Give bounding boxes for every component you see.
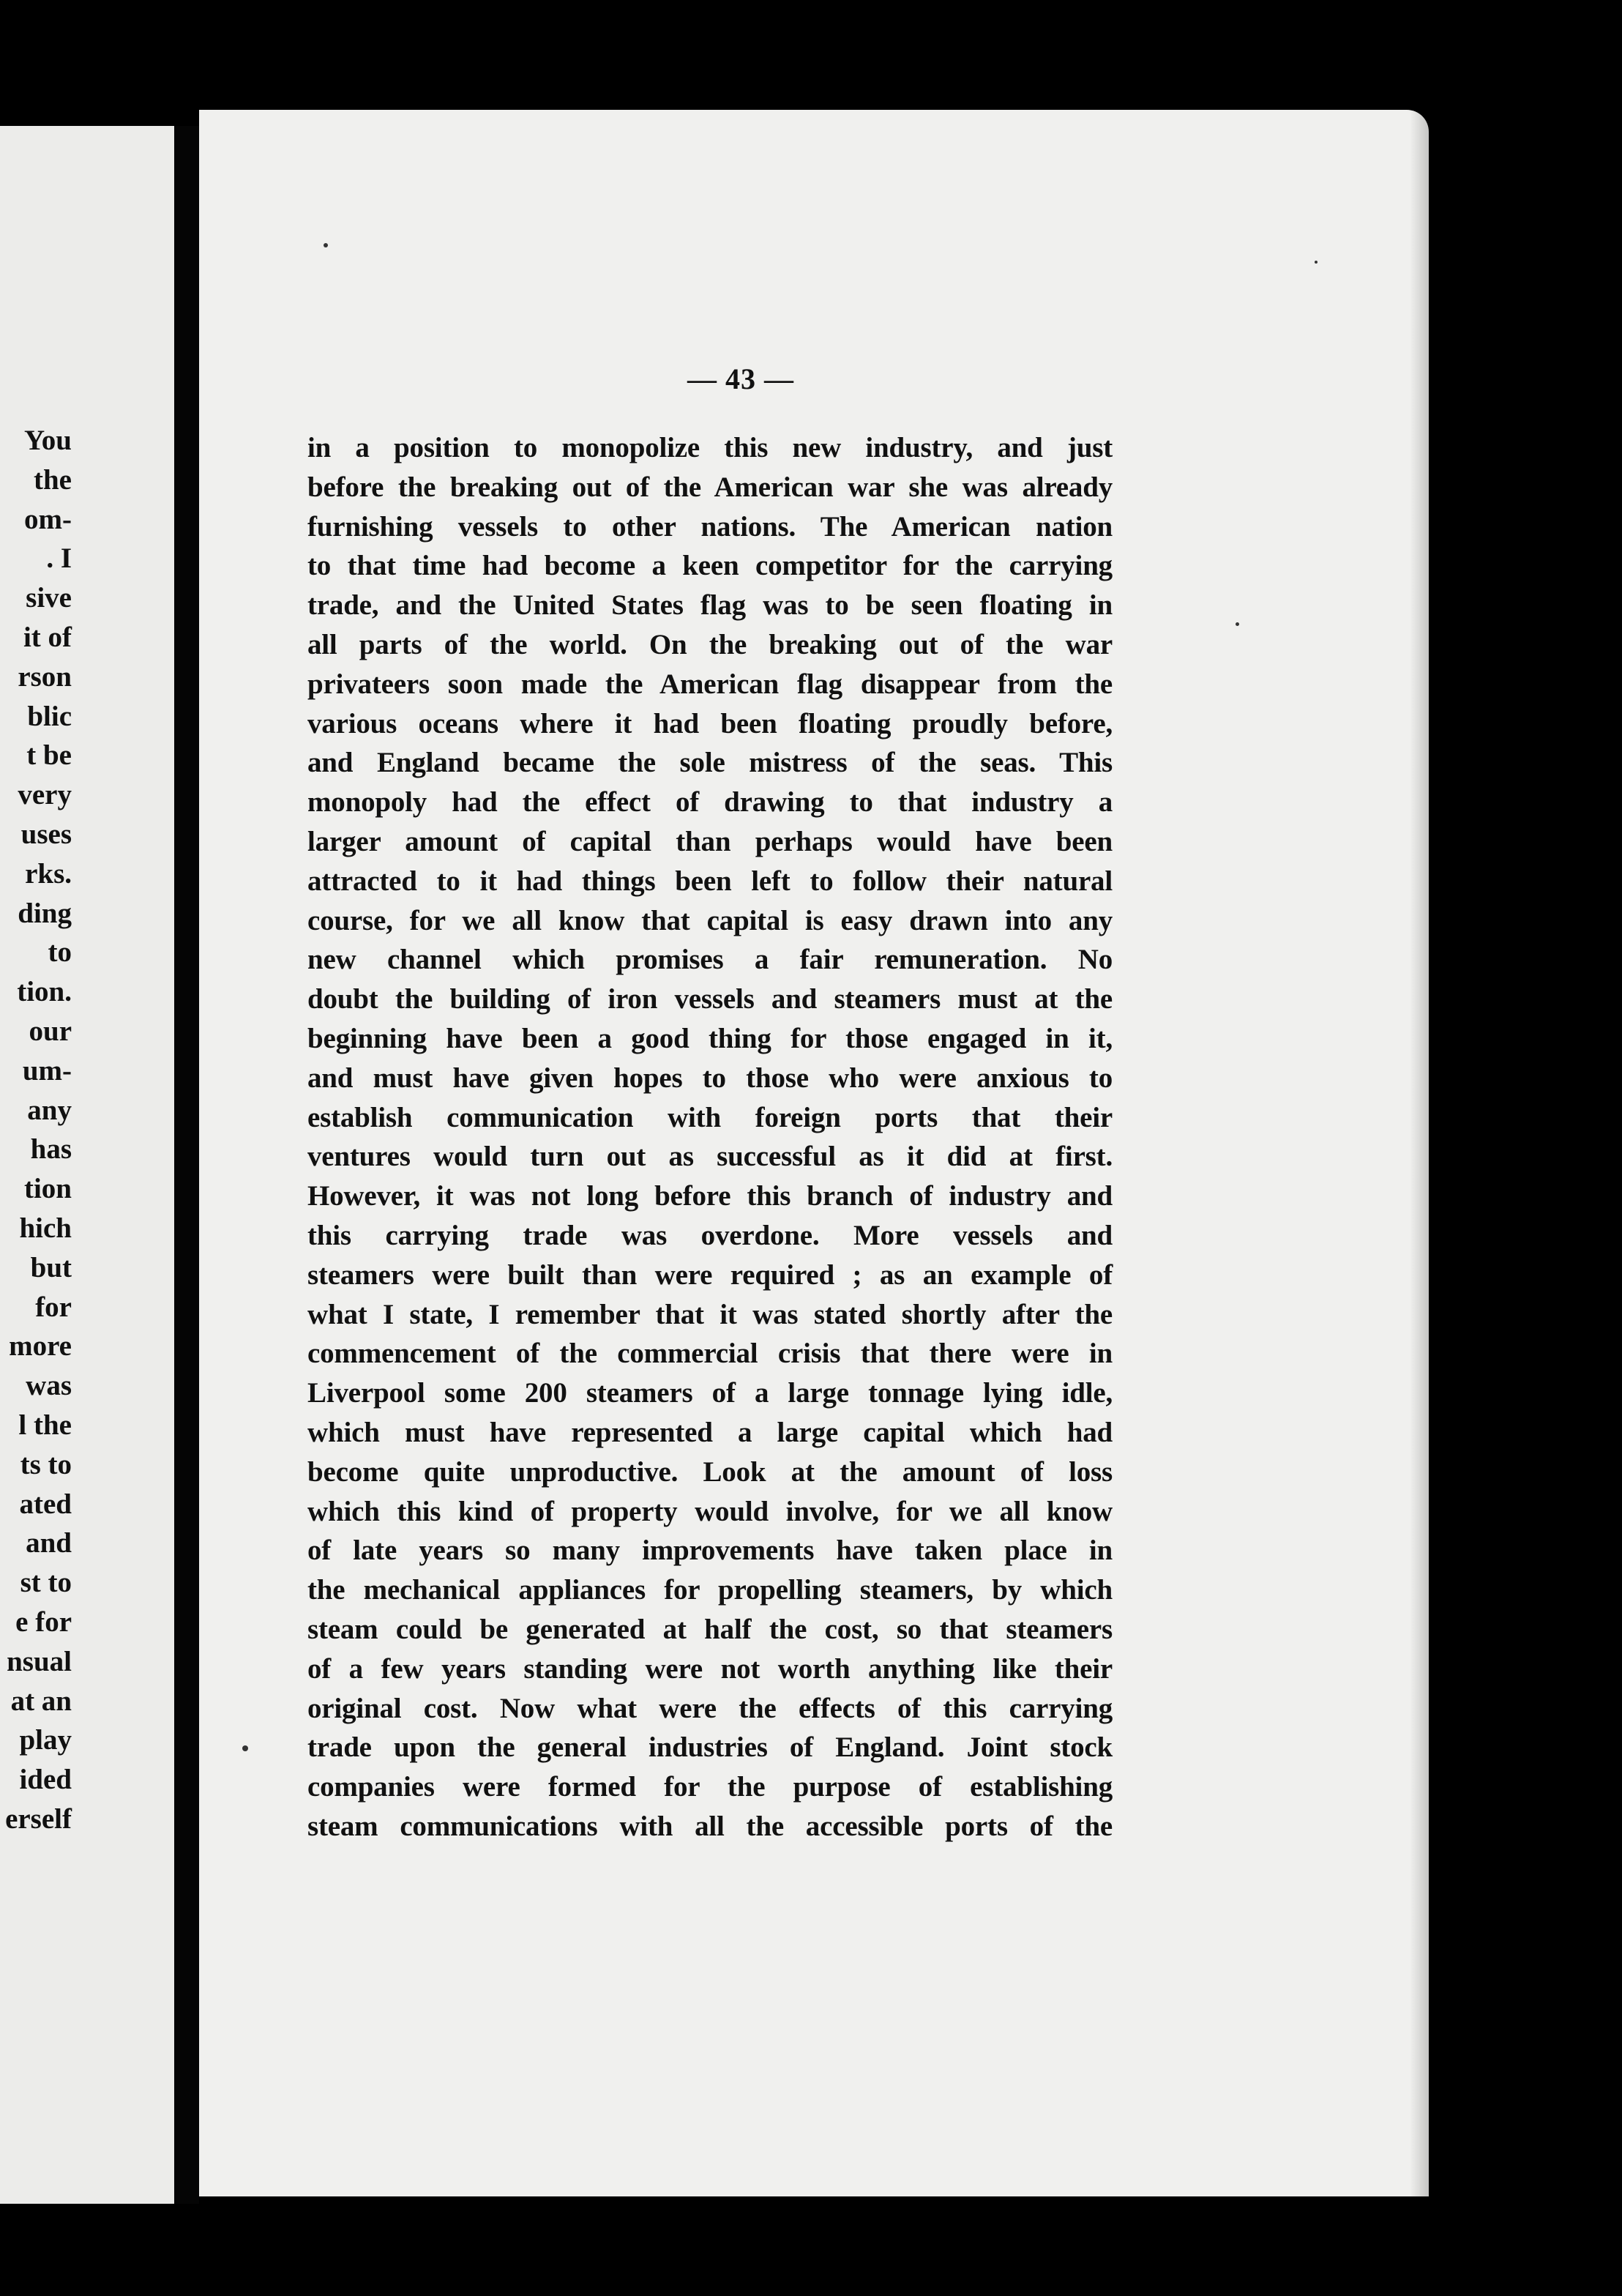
page-number: — 43 — [687, 362, 794, 395]
left-page-line: rks. [25, 857, 72, 890]
left-page-line: om- [24, 503, 72, 535]
text-line: steam could be generated at half the cost, so that steamers [307, 1613, 1113, 1645]
text-line: become quite unproductive. Look at the amount of loss [307, 1456, 1113, 1488]
text-line: commencement of the commercial crisis that there were in [307, 1338, 1113, 1370]
left-page-line: the [34, 463, 72, 496]
left-page-line: more [9, 1330, 72, 1363]
left-page-line: sive [26, 582, 72, 614]
text-line: course, for we all know that capital is easy drawn into any [307, 904, 1113, 936]
left-page-line: but [30, 1251, 72, 1283]
left-page-line: ated [19, 1488, 72, 1520]
text-line: to that time had become a keen competitor for the carrying [307, 550, 1113, 582]
body-text [307, 428, 1113, 1846]
text-line: of a few years standing were not worth anything like their [307, 1652, 1113, 1685]
text-line: and must have given hopes to those who were anxious to [307, 1062, 1113, 1094]
text-line: trade upon the general industries of England. Joint stock [307, 1732, 1113, 1764]
text-line: trade, and the United States flag was to be seen floating in [307, 589, 1113, 622]
left-page-line: rson [18, 660, 72, 693]
left-page-line: for [35, 1291, 72, 1323]
text-line: before the breaking out of the American war she was already [307, 471, 1113, 503]
text-line: what I state, I remember that it was stated shortly after the [307, 1298, 1113, 1330]
text-line: privateers soon made the American flag disappear from the [307, 668, 1113, 700]
left-page-line: tion. [17, 976, 72, 1008]
text-line: companies were formed for the purpose of establishing [307, 1771, 1113, 1803]
text-line: larger amount of capital than perhaps would have been [307, 825, 1113, 857]
left-page-line: our [29, 1015, 72, 1047]
text-line: the mechanical appliances for propelling steamers, by which [307, 1574, 1113, 1606]
left-page-line: t be [26, 739, 72, 772]
left-page-line: e for [15, 1606, 72, 1638]
text-line: monopoly had the effect of drawing to that industry a [307, 786, 1113, 819]
left-page-line: at an [10, 1685, 72, 1717]
left-page-line: ding [18, 897, 72, 929]
left-page-line: it of [23, 621, 72, 653]
speck [1315, 261, 1318, 264]
text-line: Liverpool some 200 steamers of a large tonnage lying idle, [307, 1377, 1113, 1409]
text-line: which must have represented a large capital which had [307, 1416, 1113, 1448]
text-line: in a position to monopolize this new industry, and just [307, 432, 1113, 463]
text-line: and England became the sole mistress of the seas. This [307, 747, 1113, 779]
left-page-line: blic [27, 700, 72, 732]
left-page-line: st to [20, 1567, 72, 1599]
text-line: original cost. Now what were the effects of this carrying [307, 1692, 1113, 1724]
left-page-line: any [27, 1094, 72, 1126]
left-page-line: l the [18, 1409, 72, 1441]
text-line: of late years so many improvements have taken place in [307, 1535, 1113, 1567]
text-line: beginning have been a good thing for those engaged in it, [307, 1022, 1113, 1054]
left-page-line: um- [22, 1054, 72, 1086]
text-line: However, it was not long before this branch of industry and [307, 1180, 1113, 1212]
text-line: establish communication with foreign ports that their [307, 1101, 1113, 1133]
left-page-line: ts to [20, 1448, 72, 1480]
text-line: all parts of the world. On the breaking out of the war [307, 628, 1113, 660]
text-line: attracted to it had things been left to follow their natural [307, 865, 1113, 897]
text-line: steamers were built than were required ; as an example of [307, 1259, 1113, 1291]
speck [324, 243, 328, 247]
right-page [199, 110, 1429, 2196]
left-page-line: . I [46, 543, 72, 575]
text-line: new channel which promises a fair remuneration. No [307, 944, 1113, 976]
left-page-line: uses [20, 818, 72, 850]
left-page-line: hich [19, 1212, 72, 1244]
speck [1236, 622, 1239, 626]
left-page-line: You [23, 425, 72, 456]
left-page-line: play [19, 1724, 72, 1756]
text-line: various oceans where it had been floating proudly before, [307, 707, 1113, 739]
page-gutter [174, 126, 199, 2204]
text-line: furnishing vessels to other nations. The American nation [307, 510, 1113, 543]
text-line: which this kind of property would involve, for we all know [307, 1495, 1113, 1527]
text-line: ventures would turn out as successful as it did at first. [307, 1141, 1113, 1173]
left-page-line: nsual [7, 1645, 72, 1677]
left-page [0, 126, 174, 2204]
text-line: steam communications with all the accessible ports of the [307, 1810, 1113, 1842]
speck [242, 1745, 248, 1751]
text-line: this carrying trade was overdone. More vessels and [307, 1219, 1113, 1251]
text-line: doubt the building of iron vessels and steamers must at the [307, 983, 1113, 1015]
left-page-line: to [48, 936, 72, 969]
left-page-line: very [18, 779, 72, 811]
left-page-line: was [26, 1370, 72, 1402]
left-page-line: has [30, 1133, 72, 1166]
left-page-line: erself [5, 1803, 72, 1835]
left-page-text [5, 421, 72, 1839]
left-page-line: ided [19, 1764, 72, 1796]
left-page-line: tion [23, 1173, 72, 1205]
left-page-line: and [26, 1527, 72, 1559]
